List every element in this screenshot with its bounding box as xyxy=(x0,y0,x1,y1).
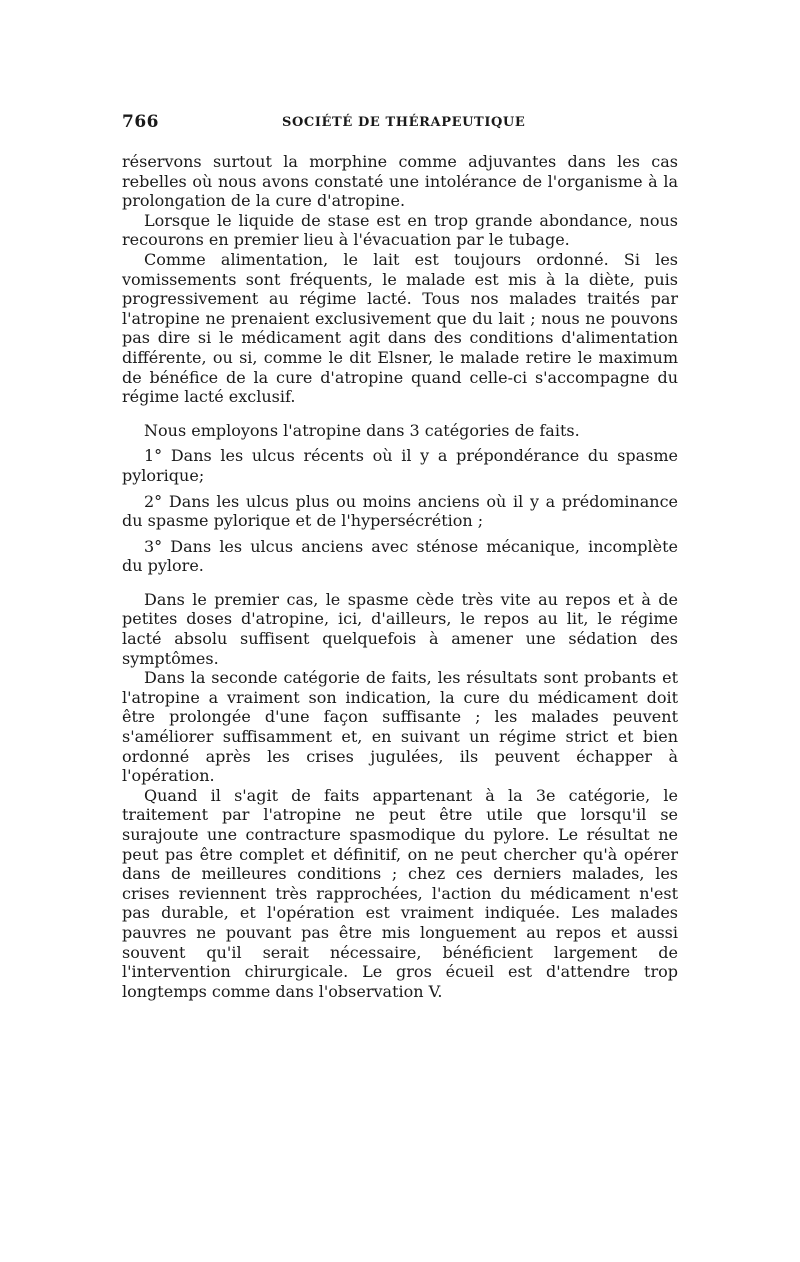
page-header xyxy=(122,112,678,142)
paragraph-troisieme-categorie: Quand il s'agit de faits appartenant à la 3e catégorie, le traitement par l'atropine ne peut être utile que lorsqu'il se surajoute une contracture spasmodique du pylore. Le résultat ne peut pas être complet et définitif, on ne peut chercher qu'à opérer dans de meilleures conditions ; chez ces derniers malades, les crises reviennent très rapprochées, l'action du médicament n'est pas durable, et l'opération est vraiment indiquée. Les malades pauvres ne pouvant pas être mis longuement au repos et aussi souvent qu'il serait nécessaire, bénéficient largement de l'intervention chirurgicale. Le gros écueil est d'attendre trop longtemps comme dans l'observation V. xyxy=(122,785,678,1001)
paragraph-continuation: réservons surtout la morphine comme adjuvantes dans les cas rebelles où nous avons constaté une intolérance de l'organisme à la prolongation de la cure d'atropine. xyxy=(122,152,678,211)
page-number: 766 xyxy=(122,112,159,132)
book-page xyxy=(122,112,678,1001)
paragraph-categories: Nous employons l'atropine dans 3 catégories de faits. xyxy=(144,420,580,440)
body-text xyxy=(122,152,678,1001)
running-title: SOCIÉTÉ DE THÉRAPEUTIQUE xyxy=(282,115,526,130)
list-item-1: 1° Dans les ulcus récents où il y a prépondérance du spasme pylorique; xyxy=(122,446,678,485)
paragraph-premier-cas: Dans le premier cas, le spasme cède très vite au repos et à de petites doses d'atropine, ici, d'ailleurs, le repos au lit, le régime lacté absolu suffisent quelquefois à amener une sédation des symptômes. xyxy=(122,589,678,668)
paragraph-seconde-categorie: Dans la seconde catégorie de faits, les résultats sont probants et l'atropine a vraiment son indication, la cure du médicament doit être prolongée d'une façon suffisante ; les malades peuvent s'améliorer suffisamment et, en suivant un régime strict et bien ordonné après les crises jugulées, ils peuvent échapper à l'opération. xyxy=(122,668,678,786)
paragraph-stase: Lorsque le liquide de stase est en trop grande abondance, nous recourons en premier lieu à l'évacuation par le tubage. xyxy=(122,210,678,250)
paragraph-alimentation: Comme alimentation, le lait est toujours ordonné. Si les vomissements sont fréquents, le malade est mis à la diète, puis progressivement au régime lacté. Tous nos malades traités par l'atropine ne prenaient exclusivement que du lait ; nous ne pouvons pas dire si le médicament agit dans des conditions d'alimentation différente, ou si, comme le dit Elsner, le malade retire le maximum de bénéfice de la cure d'atropine quand celle-ci s'accompagne du régime lacté exclusif. xyxy=(122,249,678,407)
list-item-2: 2° Dans les ulcus plus ou moins anciens où il y a prédominance du spasme pylorique et de l'hypersécrétion ; xyxy=(122,491,678,531)
list-item-3: 3° Dans les ulcus anciens avec sténose mécanique, incomplète du pylore. xyxy=(122,536,678,576)
